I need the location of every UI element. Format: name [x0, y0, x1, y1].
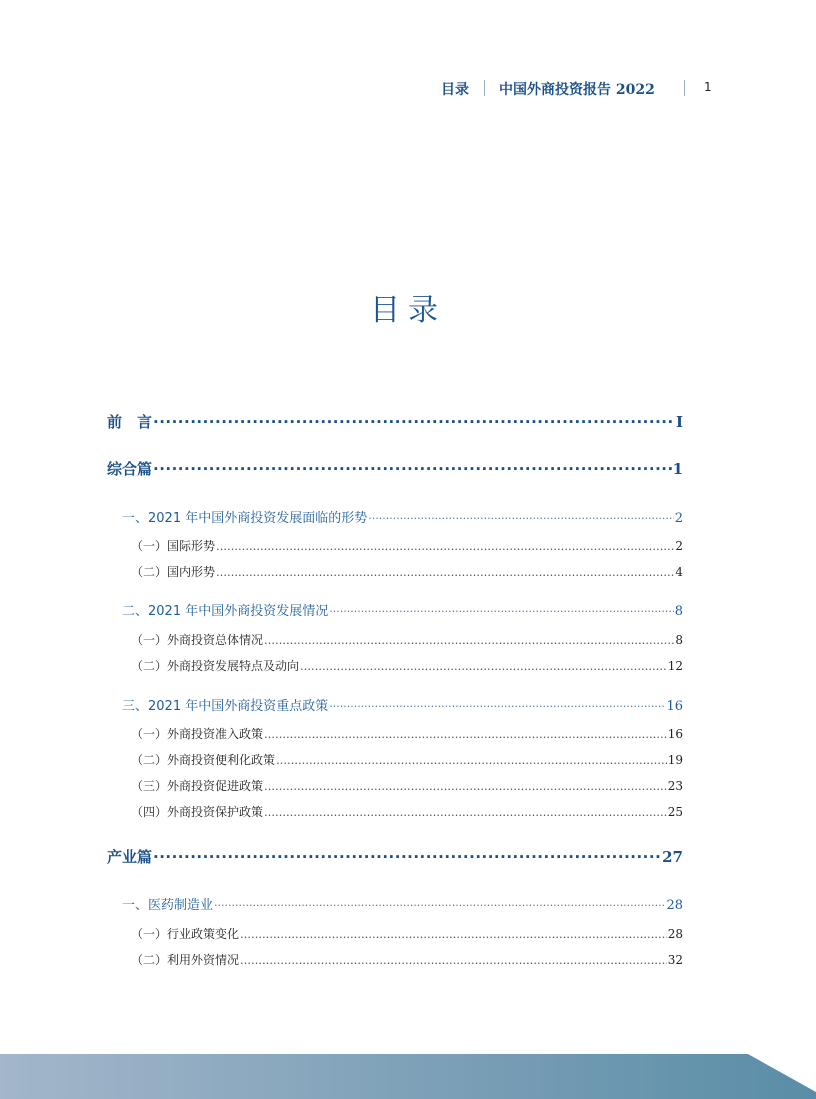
toc-leader-dots	[216, 566, 674, 579]
toc-entry-chapter[interactable]	[122, 507, 683, 526]
toc-entry-section[interactable]	[131, 751, 683, 768]
toc-entry-page: 27	[662, 848, 683, 866]
toc-entry-page: 32	[667, 953, 683, 967]
toc-entry-page: 28	[666, 898, 683, 913]
toc-entry-section[interactable]	[131, 925, 683, 942]
toc-entry-label: （二）外商投资便利化政策	[131, 753, 276, 767]
toc-entry-label: 综合篇	[107, 460, 153, 478]
toc-entry-page: 28	[667, 927, 683, 941]
toc-leader-dots	[216, 540, 674, 553]
header-report-title: 中国外商投资报告 2022	[499, 82, 655, 98]
footer-band	[0, 1054, 816, 1099]
toc-leader-dots	[240, 954, 667, 967]
toc-entry-page: 12	[667, 659, 683, 673]
toc-entry-chapter[interactable]	[122, 695, 683, 714]
toc-entry-label: （三）外商投资促进政策	[131, 779, 264, 793]
toc-leader-dots	[153, 460, 672, 478]
toc-leader-dots	[153, 848, 661, 866]
toc-leader-dots	[276, 754, 667, 767]
toc-entry-section[interactable]	[131, 657, 683, 674]
toc-entry-section[interactable]	[131, 803, 683, 820]
toc-entry-label: （二）利用外资情况	[131, 953, 240, 967]
toc-entry-page: 19	[667, 753, 683, 767]
toc-entry-page: 23	[667, 779, 683, 793]
toc-entry-page: 16	[666, 699, 683, 714]
toc-entry-section[interactable]	[131, 951, 683, 968]
toc-leader-dots	[300, 660, 667, 673]
toc-entry-overview-part[interactable]	[107, 458, 683, 479]
toc-entry-chapter[interactable]	[122, 600, 683, 619]
toc-entry-section[interactable]	[131, 563, 683, 580]
toc-leader-dots	[264, 780, 667, 793]
toc-leader-dots	[329, 605, 674, 618]
toc-entry-page: 8	[674, 604, 683, 619]
toc-entry-label: 产业篇	[107, 848, 153, 866]
toc-entry-label: 一、医药制造业	[122, 898, 214, 913]
toc-entry-chapter[interactable]	[122, 894, 683, 913]
page-title: 目录	[370, 293, 446, 328]
toc-entry-industry-part[interactable]	[107, 846, 683, 867]
toc-entry-label: （一）外商投资总体情况	[131, 633, 264, 647]
toc-entry-page: 2	[675, 539, 683, 553]
toc-entry-label: （四）外商投资保护政策	[131, 805, 264, 819]
toc-leader-dots	[214, 899, 665, 912]
toc-entry-label: 一、2021 年中国外商投资发展面临的形势	[122, 511, 368, 526]
toc-leader-dots	[264, 806, 667, 819]
header-section-label: 目录	[441, 82, 469, 98]
toc-leader-dots	[368, 512, 674, 525]
toc-entry-page: 1	[672, 460, 683, 478]
toc-entry-page: 4	[675, 565, 683, 579]
toc-entry-section[interactable]	[131, 631, 683, 648]
header-page-number: 1	[704, 80, 712, 94]
toc-entry-label: 三、2021 年中国外商投资重点政策	[122, 699, 329, 714]
toc-leader-dots	[153, 413, 675, 431]
toc-entry-section[interactable]	[131, 777, 683, 794]
toc-entry-label: 前 言	[107, 413, 153, 431]
toc-entry-page: 25	[667, 805, 683, 819]
toc-entry-label: （二）国内形势	[131, 565, 216, 579]
toc-entry-label: （一）行业政策变化	[131, 927, 240, 941]
toc-entry-label: 二、2021 年中国外商投资发展情况	[122, 604, 329, 619]
toc-entry-section[interactable]	[131, 537, 683, 554]
toc-entry-page: 16	[667, 727, 683, 741]
toc-entry-section[interactable]	[131, 725, 683, 742]
toc-leader-dots	[264, 728, 667, 741]
toc-entry-page: 8	[675, 633, 683, 647]
toc-leader-dots	[240, 928, 667, 941]
toc-leader-dots	[264, 634, 674, 647]
toc-entry-page: 2	[674, 511, 683, 526]
toc-entry-label: （一）国际形势	[131, 539, 216, 553]
toc-entry-page: I	[675, 413, 683, 431]
toc-entry-label: （二）外商投资发展特点及动向	[131, 659, 300, 673]
toc-leader-dots	[329, 700, 665, 713]
footer-gradient-shape	[0, 1054, 816, 1099]
toc-entry-preface[interactable]	[107, 411, 683, 432]
toc-entry-label: （一）外商投资准入政策	[131, 727, 264, 741]
